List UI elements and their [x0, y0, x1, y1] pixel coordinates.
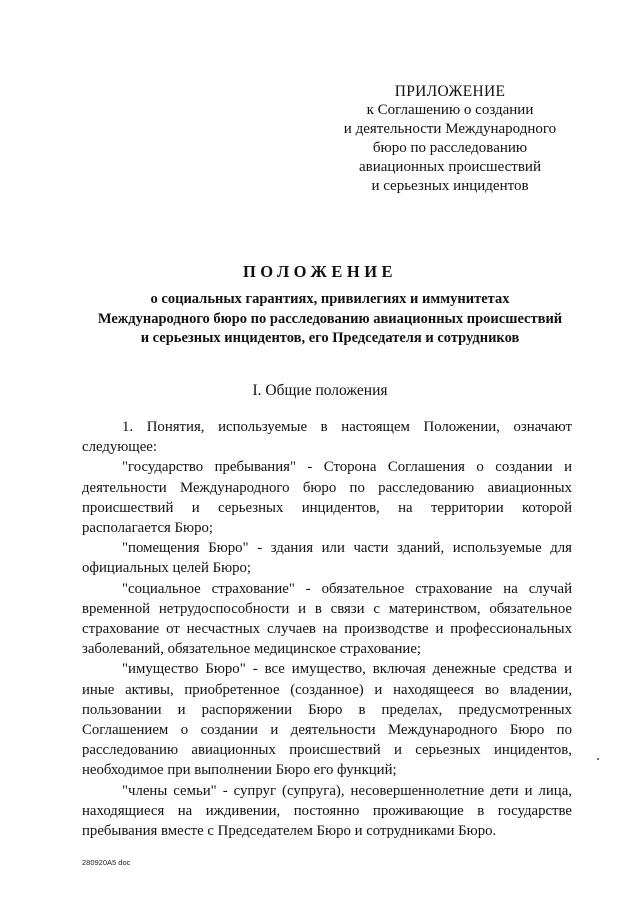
subtitle-line: Международного бюро по расследованию авиационных происшествий: [97, 310, 563, 327]
annex-block: [330, 82, 570, 196]
document-title: ПОЛОЖЕНИЕ: [242, 262, 398, 281]
stray-mark: [597, 758, 599, 760]
section-heading: I. Общие положения: [252, 382, 388, 399]
paragraph: "социальное страхование" - обязательное страхование на случай временной нетрудоспособности и в связи с материнством, обязательное страхование от несчастных случаев на производстве и профессиональных заболеваний, обязательное медицинское страхование;: [82, 580, 572, 658]
annex-line: к Соглашению о создании: [366, 102, 534, 118]
subtitle-line: и серьезных инцидентов, его Председателя и сотрудников: [140, 330, 520, 346]
paragraph: "имущество Бюро" - все имущество, включая денежные средства и иные активы, приобретенное (созданное) и находящееся во владении, пользовании и распоряжении Бюро в пределах, предусмотренных Соглашением о создании и деятельности Международного Бюро по расследованию авиационных происшествий и серьезных инцидентов, необходимое при выполнении Бюро его функций;: [82, 661, 572, 779]
annex-title: ПРИЛОЖЕНИЕ: [394, 83, 506, 100]
annex-line: и серьезных инцидентов: [371, 178, 529, 194]
document-subtitle: [60, 290, 600, 349]
paragraph: 1. Понятия, используемые в настоящем Положении, означают следующее:: [82, 419, 572, 456]
annex-line: бюро по расследованию: [372, 140, 528, 156]
subtitle-line: о социальных гарантиях, привилегиях и иммунитетах: [150, 291, 510, 307]
paragraph: "члены семьи" - супруг (супруга), несовершеннолетние дети и лица, находящиеся на иждивении, постоянно проживающие в государстве пребывания вместе с Председателем Бюро и сотрудниками Бюро.: [82, 782, 572, 840]
file-code: 280920A5 doc: [82, 858, 131, 867]
document-body: [82, 417, 572, 841]
paragraph: "государство пребывания" - Сторона Соглашения о создании и деятельности Международного бюро по расследованию авиационных происшествий и серьезных инцидентов, на территории которой располагается Бюро;: [82, 459, 572, 537]
annex-line: и деятельности Международного: [343, 121, 557, 137]
paragraph: "помещения Бюро" - здания или части зданий, используемые для официальных целей Бюро;: [82, 540, 572, 577]
annex-line: авиационных происшествий: [358, 159, 541, 175]
